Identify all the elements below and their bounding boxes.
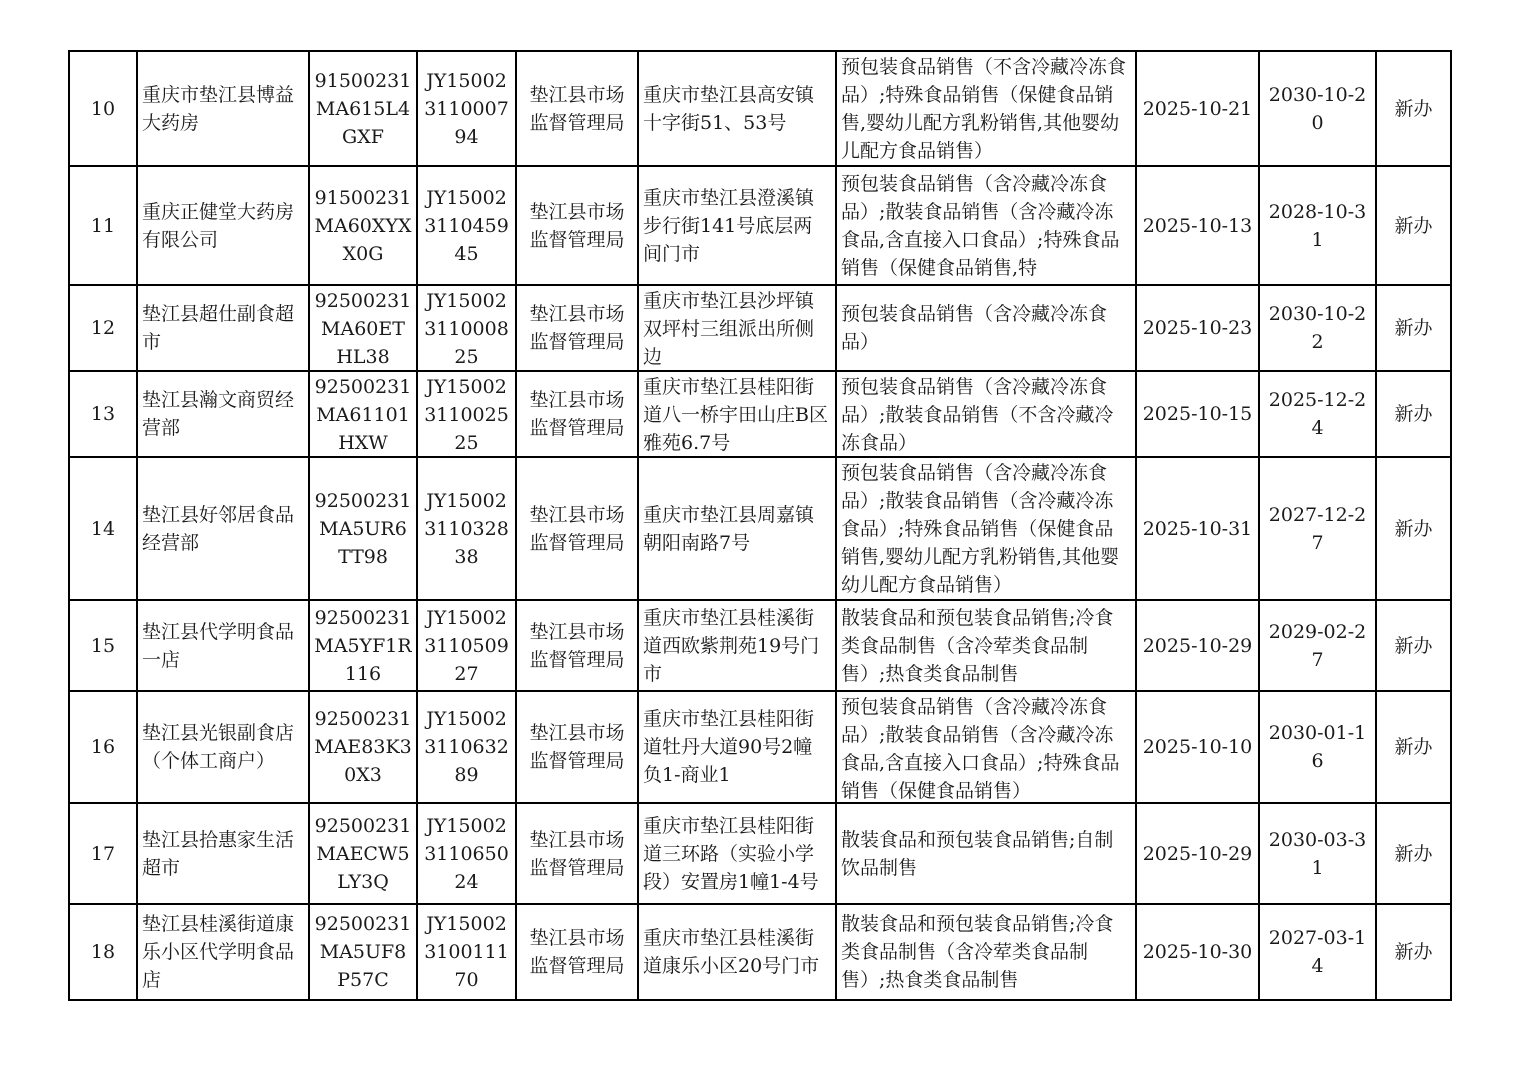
row-number-cell xyxy=(69,457,137,600)
credit-code-cell xyxy=(309,51,417,166)
expiry-date: 2027-03-14 xyxy=(1268,927,1367,977)
row-number: 12 xyxy=(90,317,116,339)
operator-name: 垫江县桂溪街道康乐小区代学明食品店 xyxy=(142,913,295,991)
expiry-date-cell xyxy=(1259,457,1376,600)
operator-name-cell xyxy=(137,904,309,1000)
row-number-cell xyxy=(69,371,137,457)
business-scope: 预包装食品销售（含冷藏冷冻食品）;散装食品销售（含冷藏冷冻食品,含直接入口食品）;特殊食品销售（保健食品销售,特 xyxy=(841,172,1120,279)
business-scope-cell xyxy=(836,803,1136,904)
credit-code-cell xyxy=(309,803,417,904)
expiry-date-cell xyxy=(1259,51,1376,166)
license-table xyxy=(68,50,1452,1001)
issuing-authority-cell xyxy=(516,166,638,285)
expiry-date: 2027-12-27 xyxy=(1268,503,1367,554)
business-scope-cell xyxy=(836,371,1136,457)
issue-date-cell xyxy=(1136,803,1259,904)
business-scope-cell xyxy=(836,600,1136,691)
expiry-date-cell xyxy=(1259,285,1376,371)
table-row xyxy=(69,51,1451,166)
row-number: 15 xyxy=(90,634,116,657)
business-address-cell xyxy=(638,51,836,166)
business-address: 重庆市垫江县澄溪镇步行街141号底层两间门市 xyxy=(643,186,815,265)
license-number: JY15002311000794 xyxy=(424,69,509,148)
issuing-authority-cell xyxy=(516,51,638,166)
application-type-cell xyxy=(1376,285,1451,371)
operator-name-cell xyxy=(137,803,309,904)
operator-name-cell xyxy=(137,51,309,166)
expiry-date: 2029-02-27 xyxy=(1268,620,1367,671)
issue-date: 2025-10-29 xyxy=(1142,634,1253,657)
row-number: 17 xyxy=(90,842,116,865)
license-number-cell xyxy=(417,457,516,600)
application-type-cell xyxy=(1376,166,1451,285)
issuing-authority: 垫江县市场监督管理局 xyxy=(529,303,625,353)
issue-date: 2025-10-31 xyxy=(1142,517,1253,540)
operator-name: 重庆正健堂大药房有限公司 xyxy=(142,200,295,251)
operator-name-cell xyxy=(137,457,309,600)
row-number-cell xyxy=(69,803,137,904)
expiry-date-cell xyxy=(1259,691,1376,803)
application-type-cell xyxy=(1376,371,1451,457)
operator-name: 垫江县好邻居食品经营部 xyxy=(142,503,295,554)
license-number-cell xyxy=(417,285,516,371)
application-type: 新办 xyxy=(1394,403,1433,425)
row-number-cell xyxy=(69,285,137,371)
row-number-cell xyxy=(69,166,137,285)
issuing-authority: 垫江县市场监督管理局 xyxy=(529,200,625,251)
business-scope-cell xyxy=(836,51,1136,166)
business-scope-cell xyxy=(836,691,1136,803)
business-address-cell xyxy=(638,166,836,285)
credit-code: 92500231MAECW5LY3Q xyxy=(314,814,412,893)
table-row xyxy=(69,166,1451,285)
expiry-date: 2030-10-20 xyxy=(1268,83,1367,134)
business-address: 重庆市垫江县桂溪街道西欧紫荆苑19号门市 xyxy=(643,606,820,685)
issue-date-cell xyxy=(1136,166,1259,285)
expiry-date-cell xyxy=(1259,803,1376,904)
issuing-authority: 垫江县市场监督管理局 xyxy=(529,828,625,879)
expiry-date-cell xyxy=(1259,166,1376,285)
application-type-cell xyxy=(1376,51,1451,166)
issuing-authority: 垫江县市场监督管理局 xyxy=(529,620,625,671)
operator-name-cell xyxy=(137,285,309,371)
application-type: 新办 xyxy=(1394,97,1433,120)
issue-date: 2025-10-15 xyxy=(1142,403,1253,425)
credit-code-cell xyxy=(309,600,417,691)
license-number-cell xyxy=(417,166,516,285)
application-type: 新办 xyxy=(1394,517,1433,540)
license-number-cell xyxy=(417,904,516,1000)
business-address: 重庆市垫江县桂阳街道牡丹大道90号2幢负1-商业1 xyxy=(643,708,815,786)
table-row xyxy=(69,285,1451,371)
business-address: 重庆市垫江县周嘉镇朝阳南路7号 xyxy=(643,503,815,554)
business-scope-cell xyxy=(836,457,1136,600)
operator-name-cell xyxy=(137,600,309,691)
issue-date: 2025-10-10 xyxy=(1142,736,1253,758)
expiry-date: 2030-01-16 xyxy=(1268,722,1367,772)
application-type: 新办 xyxy=(1394,736,1433,758)
business-scope: 散装食品和预包装食品销售;冷食类食品制售（含冷荤类食品制售）;热食类食品制售 xyxy=(841,606,1114,685)
credit-code: 92500231MA5UF8P57C xyxy=(314,913,412,991)
license-number: JY15002311045945 xyxy=(424,186,509,265)
license-number-cell xyxy=(417,371,516,457)
issuing-authority-cell xyxy=(516,691,638,803)
credit-code-cell xyxy=(309,457,417,600)
operator-name: 垫江县代学明食品一店 xyxy=(142,620,295,671)
operator-name: 垫江县光银副食店（个体工商户） xyxy=(142,722,295,772)
row-number: 18 xyxy=(90,941,116,963)
license-number-cell xyxy=(417,51,516,166)
license-number-cell xyxy=(417,803,516,904)
credit-code: 92500231MA60ETHL38 xyxy=(314,290,412,368)
operator-name: 重庆市垫江县博益大药房 xyxy=(142,83,295,134)
row-number: 13 xyxy=(90,403,116,425)
credit-code-cell xyxy=(309,166,417,285)
issuing-authority-cell xyxy=(516,457,638,600)
business-address: 重庆市垫江县高安镇十字街51、53号 xyxy=(643,83,815,134)
application-type-cell xyxy=(1376,691,1451,803)
application-type-cell xyxy=(1376,457,1451,600)
table-body xyxy=(69,51,1451,1000)
application-type: 新办 xyxy=(1394,214,1433,237)
issuing-authority-cell xyxy=(516,600,638,691)
table-row xyxy=(69,904,1451,1000)
business-address: 重庆市垫江县桂阳街道八一桥宇田山庄B区雅苑6.7号 xyxy=(643,376,828,454)
credit-code: 92500231MA5YF1R116 xyxy=(314,606,412,685)
business-address-cell xyxy=(638,803,836,904)
application-type: 新办 xyxy=(1394,842,1433,865)
business-address-cell xyxy=(638,904,836,1000)
issue-date-cell xyxy=(1136,457,1259,600)
expiry-date-cell xyxy=(1259,371,1376,457)
row-number: 10 xyxy=(90,97,116,120)
business-scope: 预包装食品销售（含冷藏冷冻食品） xyxy=(841,303,1108,353)
license-number-cell xyxy=(417,691,516,803)
row-number-cell xyxy=(69,691,137,803)
business-scope-cell xyxy=(836,285,1136,371)
table-row xyxy=(69,691,1451,803)
business-scope: 预包装食品销售（含冷藏冷冻食品）;散装食品销售（含冷藏冷冻食品）;特殊食品销售（保健食品销售,婴幼儿配方乳粉销售,其他婴幼儿配方食品销售） xyxy=(841,462,1120,596)
business-scope: 散装食品和预包装食品销售;自制饮品制售 xyxy=(841,828,1114,879)
issuing-authority-cell xyxy=(516,285,638,371)
issuing-authority-cell xyxy=(516,371,638,457)
expiry-date: 2025-12-24 xyxy=(1268,389,1367,439)
issuing-authority: 垫江县市场监督管理局 xyxy=(529,503,625,554)
license-number: JY15002311063289 xyxy=(424,708,509,786)
expiry-date-cell xyxy=(1259,904,1376,1000)
application-type-cell xyxy=(1376,600,1451,691)
operator-name-cell xyxy=(137,691,309,803)
issue-date: 2025-10-21 xyxy=(1142,97,1253,120)
business-scope: 预包装食品销售（不含冷藏冷冻食品）;特殊食品销售（保健食品销售,婴幼儿配方乳粉销售,其他婴幼儿配方食品销售） xyxy=(841,56,1127,162)
business-scope-cell xyxy=(836,904,1136,1000)
business-address-cell xyxy=(638,457,836,600)
business-address-cell xyxy=(638,600,836,691)
issuing-authority-cell xyxy=(516,803,638,904)
issuing-authority: 垫江县市场监督管理局 xyxy=(529,389,625,439)
issue-date-cell xyxy=(1136,904,1259,1000)
credit-code-cell xyxy=(309,691,417,803)
operator-name: 垫江县拾惠家生活超市 xyxy=(142,828,295,879)
expiry-date: 2028-10-31 xyxy=(1268,200,1367,251)
table-row xyxy=(69,457,1451,600)
operator-name: 垫江县瀚文商贸经营部 xyxy=(142,389,295,439)
credit-code-cell xyxy=(309,371,417,457)
expiry-date: 2030-03-31 xyxy=(1268,828,1367,879)
row-number: 11 xyxy=(90,214,116,237)
business-address: 重庆市垫江县桂溪街道康乐小区20号门市 xyxy=(643,927,820,977)
expiry-date: 2030-10-22 xyxy=(1268,303,1367,353)
license-number: JY15002311002525 xyxy=(424,376,509,454)
credit-code: 92500231MA5UR6TT98 xyxy=(314,489,412,568)
issue-date-cell xyxy=(1136,691,1259,803)
issuing-authority: 垫江县市场监督管理局 xyxy=(529,83,625,134)
issue-date: 2025-10-30 xyxy=(1142,941,1253,963)
business-scope: 预包装食品销售（含冷藏冷冻食品）;散装食品销售（不含冷藏冷冻食品） xyxy=(841,376,1114,454)
application-type: 新办 xyxy=(1394,941,1433,963)
row-number-cell xyxy=(69,51,137,166)
credit-code: 91500231MA60XYXX0G xyxy=(314,186,412,265)
operator-name-cell xyxy=(137,166,309,285)
issue-date-cell xyxy=(1136,371,1259,457)
business-address: 重庆市垫江县桂阳街道三环路（实验小学段）安置房1幢1-4号 xyxy=(643,814,819,893)
issuing-authority-cell xyxy=(516,904,638,1000)
application-type-cell xyxy=(1376,803,1451,904)
business-address-cell xyxy=(638,371,836,457)
credit-code-cell xyxy=(309,904,417,1000)
credit-code: 92500231MA61101HXW xyxy=(314,376,412,454)
credit-code: 92500231MAE83K30X3 xyxy=(314,708,412,786)
table-row xyxy=(69,803,1451,904)
license-number: JY15002311065024 xyxy=(424,814,509,893)
row-number-cell xyxy=(69,600,137,691)
issue-date: 2025-10-29 xyxy=(1142,842,1253,865)
license-number: JY15002311032838 xyxy=(424,489,509,568)
operator-name-cell xyxy=(137,371,309,457)
business-scope: 预包装食品销售（含冷藏冷冻食品）;散装食品销售（含冷藏冷冻食品,含直接入口食品）;特殊食品销售（保健食品销售） xyxy=(841,696,1120,801)
table-row xyxy=(69,371,1451,457)
expiry-date-cell xyxy=(1259,600,1376,691)
application-type: 新办 xyxy=(1394,634,1433,657)
row-number-cell xyxy=(69,904,137,1000)
issue-date-cell xyxy=(1136,51,1259,166)
license-number-cell xyxy=(417,600,516,691)
issue-date-cell xyxy=(1136,600,1259,691)
business-scope-cell xyxy=(836,166,1136,285)
business-scope: 散装食品和预包装食品销售;冷食类食品制售（含冷荤类食品制售）;热食类食品制售 xyxy=(841,913,1114,991)
issuing-authority: 垫江县市场监督管理局 xyxy=(529,927,625,977)
business-address-cell xyxy=(638,691,836,803)
license-number: JY15002310011170 xyxy=(424,913,509,991)
table-row xyxy=(69,600,1451,691)
application-type-cell xyxy=(1376,904,1451,1000)
issue-date-cell xyxy=(1136,285,1259,371)
business-address-cell xyxy=(638,285,836,371)
business-address: 重庆市垫江县沙坪镇双坪村三组派出所侧边 xyxy=(643,290,815,368)
operator-name: 垫江县超仕副食超市 xyxy=(142,303,295,353)
credit-code-cell xyxy=(309,285,417,371)
license-number: JY15002311000825 xyxy=(424,290,509,368)
credit-code: 91500231MA615L4GXF xyxy=(314,69,412,148)
issuing-authority: 垫江县市场监督管理局 xyxy=(529,722,625,772)
row-number: 14 xyxy=(90,517,116,540)
row-number: 16 xyxy=(90,736,116,758)
license-number: JY15002311050927 xyxy=(424,606,509,685)
issue-date: 2025-10-13 xyxy=(1142,214,1253,237)
issue-date: 2025-10-23 xyxy=(1142,317,1253,339)
application-type: 新办 xyxy=(1394,317,1433,339)
